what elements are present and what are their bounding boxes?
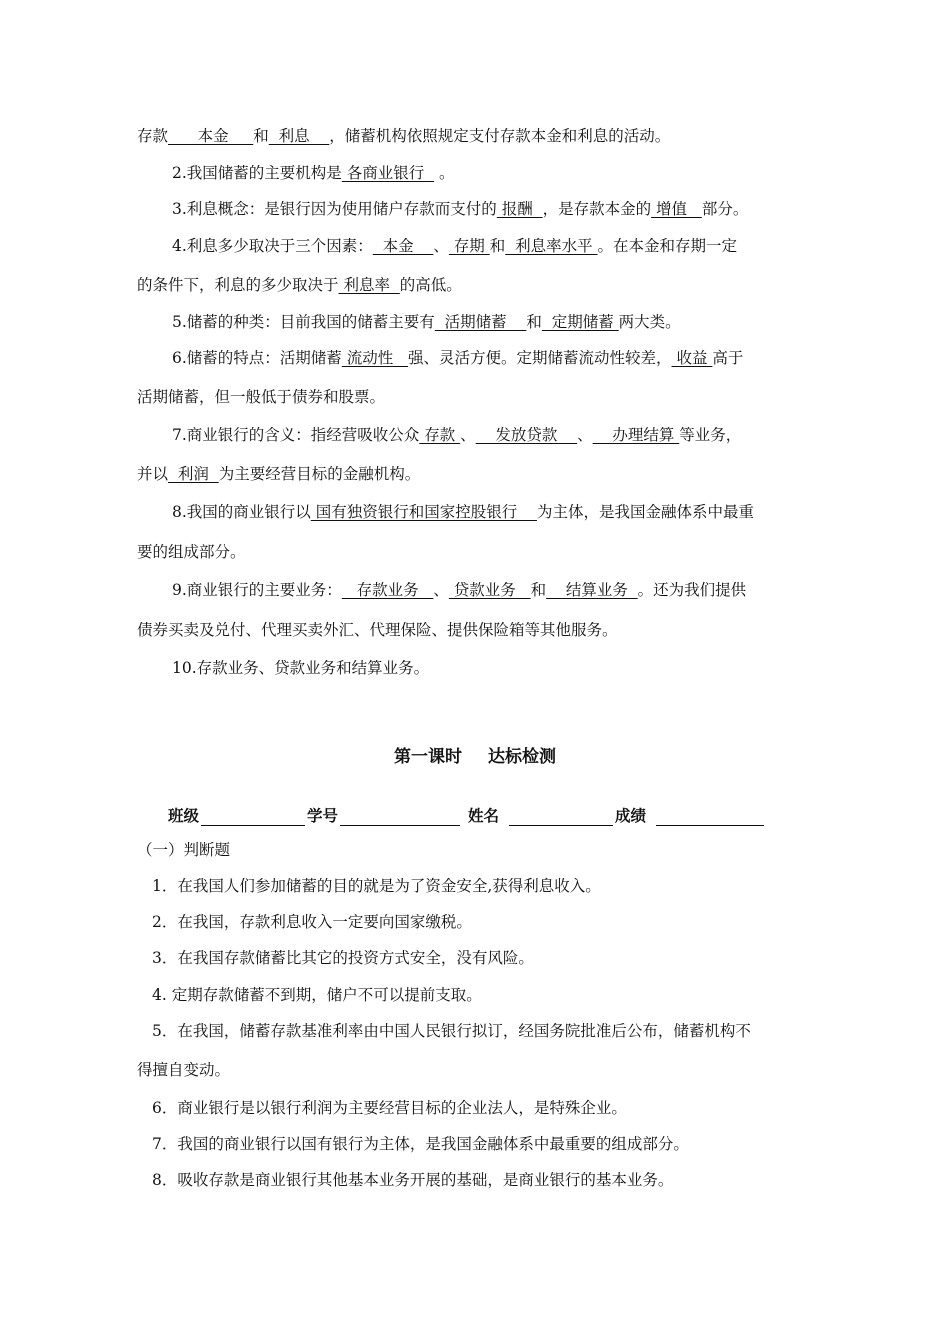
fill-line-15 bbox=[172, 658, 429, 678]
heading-part-1: 第一课时 bbox=[394, 747, 462, 767]
answer-blank: 发放贷款 bbox=[475, 426, 578, 444]
text: 和 bbox=[526, 313, 542, 331]
question-2: 2．在我国，存款利息收入一定要向国家缴税。 bbox=[152, 913, 472, 931]
answer-blank: 定期储蓄 bbox=[541, 313, 619, 331]
text: 、 bbox=[577, 426, 593, 444]
question-4: 4. 定期存款储蓄不到期，储户不可以提前支取。 bbox=[152, 986, 482, 1004]
answer-blank: 增值 bbox=[651, 200, 702, 218]
student-info-row bbox=[168, 804, 766, 826]
text: 8.我国的商业银行以 bbox=[172, 503, 311, 521]
text: 5.储蓄的种类：目前我国的储蓄主要有 bbox=[172, 313, 435, 331]
fill-line-4 bbox=[172, 236, 737, 256]
name-field[interactable] bbox=[509, 807, 613, 826]
answer-blank: 利润 bbox=[168, 465, 219, 483]
name-label: 姓名 bbox=[468, 807, 500, 825]
fill-line-2 bbox=[172, 163, 455, 183]
text: 3.利息概念：是银行因为使用储户存款而支付的 bbox=[172, 200, 497, 218]
text: 、 bbox=[433, 581, 449, 599]
text: 的高低。 bbox=[399, 276, 462, 294]
answer-blank: 报酬 bbox=[496, 200, 543, 218]
text: ，储蓄机构依照规定支付存款本金和利息的活动。 bbox=[329, 127, 671, 145]
fill-line-11 bbox=[172, 502, 754, 522]
answer-blank: 利息 bbox=[268, 127, 330, 145]
fill-line-1 bbox=[137, 126, 670, 146]
text: ，是存款本金的 bbox=[542, 200, 652, 218]
answer-blank: 收益 bbox=[671, 349, 713, 367]
fill-line-8 bbox=[137, 387, 385, 407]
class-field[interactable] bbox=[201, 807, 305, 826]
question-1: 1．在我国人们参加储蓄的目的就是为了资金安全,获得利息收入。 bbox=[152, 877, 601, 895]
text: 高于 bbox=[712, 349, 744, 367]
text: 等业务， bbox=[679, 426, 742, 444]
answer-blank: 各商业银行 bbox=[341, 164, 435, 182]
text: 并以 bbox=[137, 465, 169, 483]
fill-line-10 bbox=[137, 464, 420, 484]
question-5-line-2: 得擅自变动。 bbox=[137, 1061, 231, 1079]
text: 为主体，是我国金融体系中最重 bbox=[536, 503, 754, 521]
text: 2.我国储蓄的主要机构是 bbox=[172, 164, 342, 182]
fill-line-7 bbox=[172, 348, 743, 368]
text: 两大类。 bbox=[618, 313, 681, 331]
answer-blank: 流动性 bbox=[341, 349, 409, 367]
text: 债券买卖及兑付、代理买卖外汇、代理保险、提供保险箱等其他服务。 bbox=[137, 621, 618, 639]
answer-blank: 存款业务 bbox=[341, 581, 434, 599]
text: 。还为我们提供 bbox=[637, 581, 747, 599]
section-title: （一）判断题 bbox=[137, 841, 231, 859]
text: 和 bbox=[489, 237, 506, 255]
fill-line-5 bbox=[137, 275, 462, 295]
number-label: 学号 bbox=[307, 807, 339, 825]
text: 。 bbox=[434, 164, 455, 182]
text: 、 bbox=[433, 237, 449, 255]
fill-line-12 bbox=[137, 542, 246, 562]
text: 为主要经营目标的金融机构。 bbox=[218, 465, 421, 483]
score-label: 成绩 bbox=[615, 807, 647, 825]
fill-line-3 bbox=[172, 199, 748, 219]
text: 7.商业银行的含义：指经营吸收公众 bbox=[172, 426, 420, 444]
fill-line-14 bbox=[137, 620, 618, 640]
text: 和 bbox=[253, 127, 269, 145]
answer-blank: 结算业务 bbox=[546, 581, 638, 599]
answer-blank: 国有独资银行和国家控股银行 bbox=[310, 503, 537, 521]
text: 9.商业银行的主要业务： bbox=[172, 581, 342, 599]
text: 10.存款业务、贷款业务和结算业务。 bbox=[172, 659, 430, 677]
text: 强、灵活方便。定期储蓄流动性较差， bbox=[408, 349, 672, 367]
answer-blank: 利息率水平 bbox=[505, 237, 598, 255]
question-6: 6．商业银行是以银行利润为主要经营目标的企业法人，是特殊企业。 bbox=[152, 1099, 627, 1117]
text: 部分。 bbox=[701, 200, 749, 218]
text: 存款 bbox=[137, 127, 169, 145]
number-field[interactable] bbox=[340, 807, 460, 826]
answer-blank: 本金 bbox=[168, 127, 254, 145]
text: 。在本金和存期一定 bbox=[597, 237, 738, 255]
text: 活期储蓄，但一般低于债券和股票。 bbox=[137, 388, 386, 406]
answer-blank: 存期 bbox=[448, 237, 490, 255]
text: 的条件下，利息的多少取决于 bbox=[137, 276, 339, 294]
answer-blank: 利息率 bbox=[338, 276, 400, 294]
text: 要的组成部分。 bbox=[137, 543, 246, 561]
text: 和 bbox=[530, 581, 547, 599]
section-heading bbox=[0, 742, 950, 767]
answer-blank: 办理结算 bbox=[592, 426, 680, 444]
answer-blank: 存款 bbox=[419, 426, 461, 444]
question-5-line-1: 5．在我国，储蓄存款基准利率由中国人民银行拟订，经国务院批准后公布，储蓄机构不 bbox=[152, 1022, 751, 1040]
question-3: 3．在我国存款储蓄比其它的投资方式安全，没有风险。 bbox=[152, 949, 534, 967]
class-label: 班级 bbox=[168, 807, 200, 825]
text: 、 bbox=[460, 426, 476, 444]
answer-blank: 活期储蓄 bbox=[434, 313, 527, 331]
question-8: 8．吸收存款是商业银行其他基本业务开展的基础，是商业银行的基本业务。 bbox=[152, 1171, 674, 1189]
answer-blank: 贷款业务 bbox=[448, 581, 531, 599]
fill-line-6 bbox=[172, 312, 681, 332]
text: 4.利息多少取决于三个因素： bbox=[172, 237, 373, 255]
question-7: 7．我国的商业银行以国有银行为主体，是我国金融体系中最重要的组成部分。 bbox=[152, 1135, 689, 1153]
fill-line-13 bbox=[172, 580, 746, 600]
answer-blank: 本金 bbox=[372, 237, 434, 255]
fill-line-9 bbox=[172, 425, 741, 445]
score-field[interactable] bbox=[656, 807, 764, 826]
text: 6.储蓄的特点：活期储蓄 bbox=[172, 349, 342, 367]
heading-part-2: 达标检测 bbox=[488, 747, 556, 767]
